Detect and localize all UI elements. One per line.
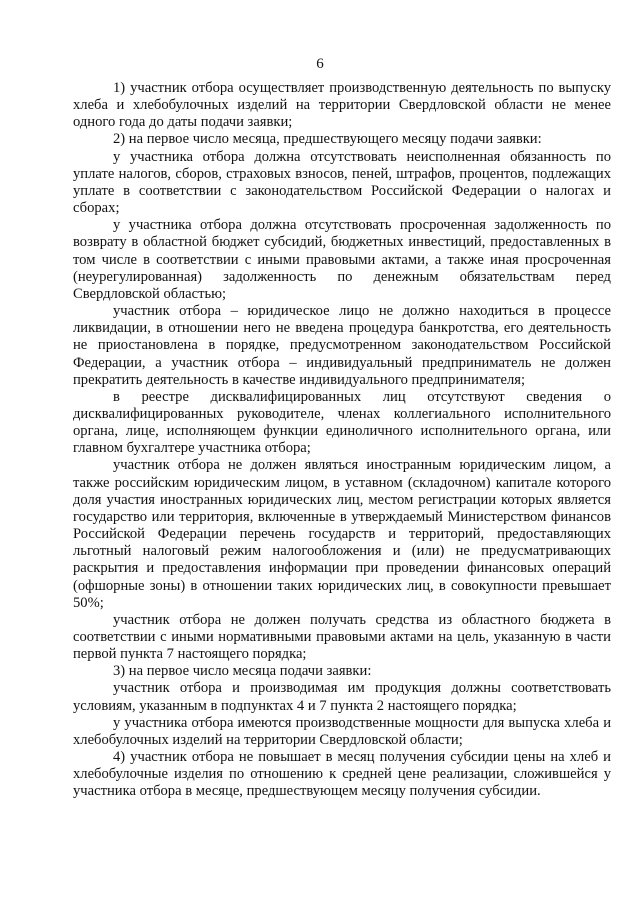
paragraph-3-condition-header: 3) на первое число месяца подачи заявки: bbox=[113, 663, 372, 680]
paragraph-liquidation: участник отбора – юридическое лицо не должно находиться в процессе ликвидации, в отношении него не введена процедура банкротства, его деятельность не приостановлена в порядке, предусмотренном законодательством Российской Федерации, а участник отбора – индивидуальный предприниматель не должен прекратить деятельность в качестве индивидуального предпринимателя; bbox=[73, 303, 611, 388]
paragraph-foreign-entity: участник отбора не должен являться иностранным юридическим лицом, а также российским юридическим лицом, в уставном (складочном) капитале которого доля участия иностранных юридических лиц, местом регистрации которых является государство или территория, включенные в утверждаемый Министерством финансов Российской Федерации перечень государств и территорий, предоставляющих льготный налоговый режим налогообложения и (или) не предусматривающих раскрытия и предоставления информации при проведении финансовых операций (офшорные зоны) в отношении таких юридических лиц, в совокупности превышает 50%; bbox=[73, 457, 611, 611]
paragraph-4-price-condition: 4) участник отбора не повышает в месяц получения субсидии цены на хлеб и хлебобулочные изделия по отношению к средней цене реализации, сложившейся у участника отбора в месяце, предшествующем месяцу получения субсидии. bbox=[73, 749, 611, 800]
page-number: 6 bbox=[316, 56, 324, 72]
paragraph-tax-obligations: у участника отбора должна отсутствовать неисполненная обязанность по уплате налогов, сборов, страховых взносов, пеней, штрафов, процентов, подлежащих уплате в соответствии с законодательством Российской Федерации о налогах и сборах; bbox=[73, 148, 611, 217]
paragraph-production-capacity: у участника отбора имеются производственные мощности для выпуска хлеба и хлебобулочных изделий на территории Свердловской области; bbox=[73, 714, 611, 748]
paragraph-product-conformity: участник отбора и производимая им продукция должны соответствовать условиям, указанным в подпунктах 4 и 7 пункта 2 настоящего порядка; bbox=[73, 680, 611, 714]
paragraph-regional-budget-funds: участник отбора не должен получать средства из областного бюджета в соответствии с иными нормативными правовыми актами на цель, указанную в части первой пункта 7 настоящего порядка; bbox=[73, 611, 611, 663]
paragraph-2-condition-header: 2) на первое число месяца, предшествующего месяцу подачи заявки: bbox=[113, 131, 542, 148]
paragraph-1-production-activity: 1) участник отбора осуществляет производственную деятельность по выпуску хлеба и хлебобулочных изделий на территории Свердловской области не менее одного года до даты подачи заявки; bbox=[73, 80, 611, 131]
document-body bbox=[73, 80, 611, 801]
paragraph-overdue-debt: у участника отбора должна отсутствовать просроченная задолженность по возврату в областной бюджет субсидий, бюджетных инвестиций, предоставленных в том числе в соответствии с иными правовыми актами, а также иная просроченная (неурегулированная) задолженность по денежным обязательствам перед Свердловской областью; bbox=[73, 217, 611, 302]
paragraph-disqualified-persons: в реестре дисквалифицированных лиц отсутствуют сведения о дисквалифицированных руководителе, членах коллегиального исполнительного органа, лице, исполняющем функции единоличного исполнительного органа, или главном бухгалтере участника отбора; bbox=[73, 388, 611, 457]
